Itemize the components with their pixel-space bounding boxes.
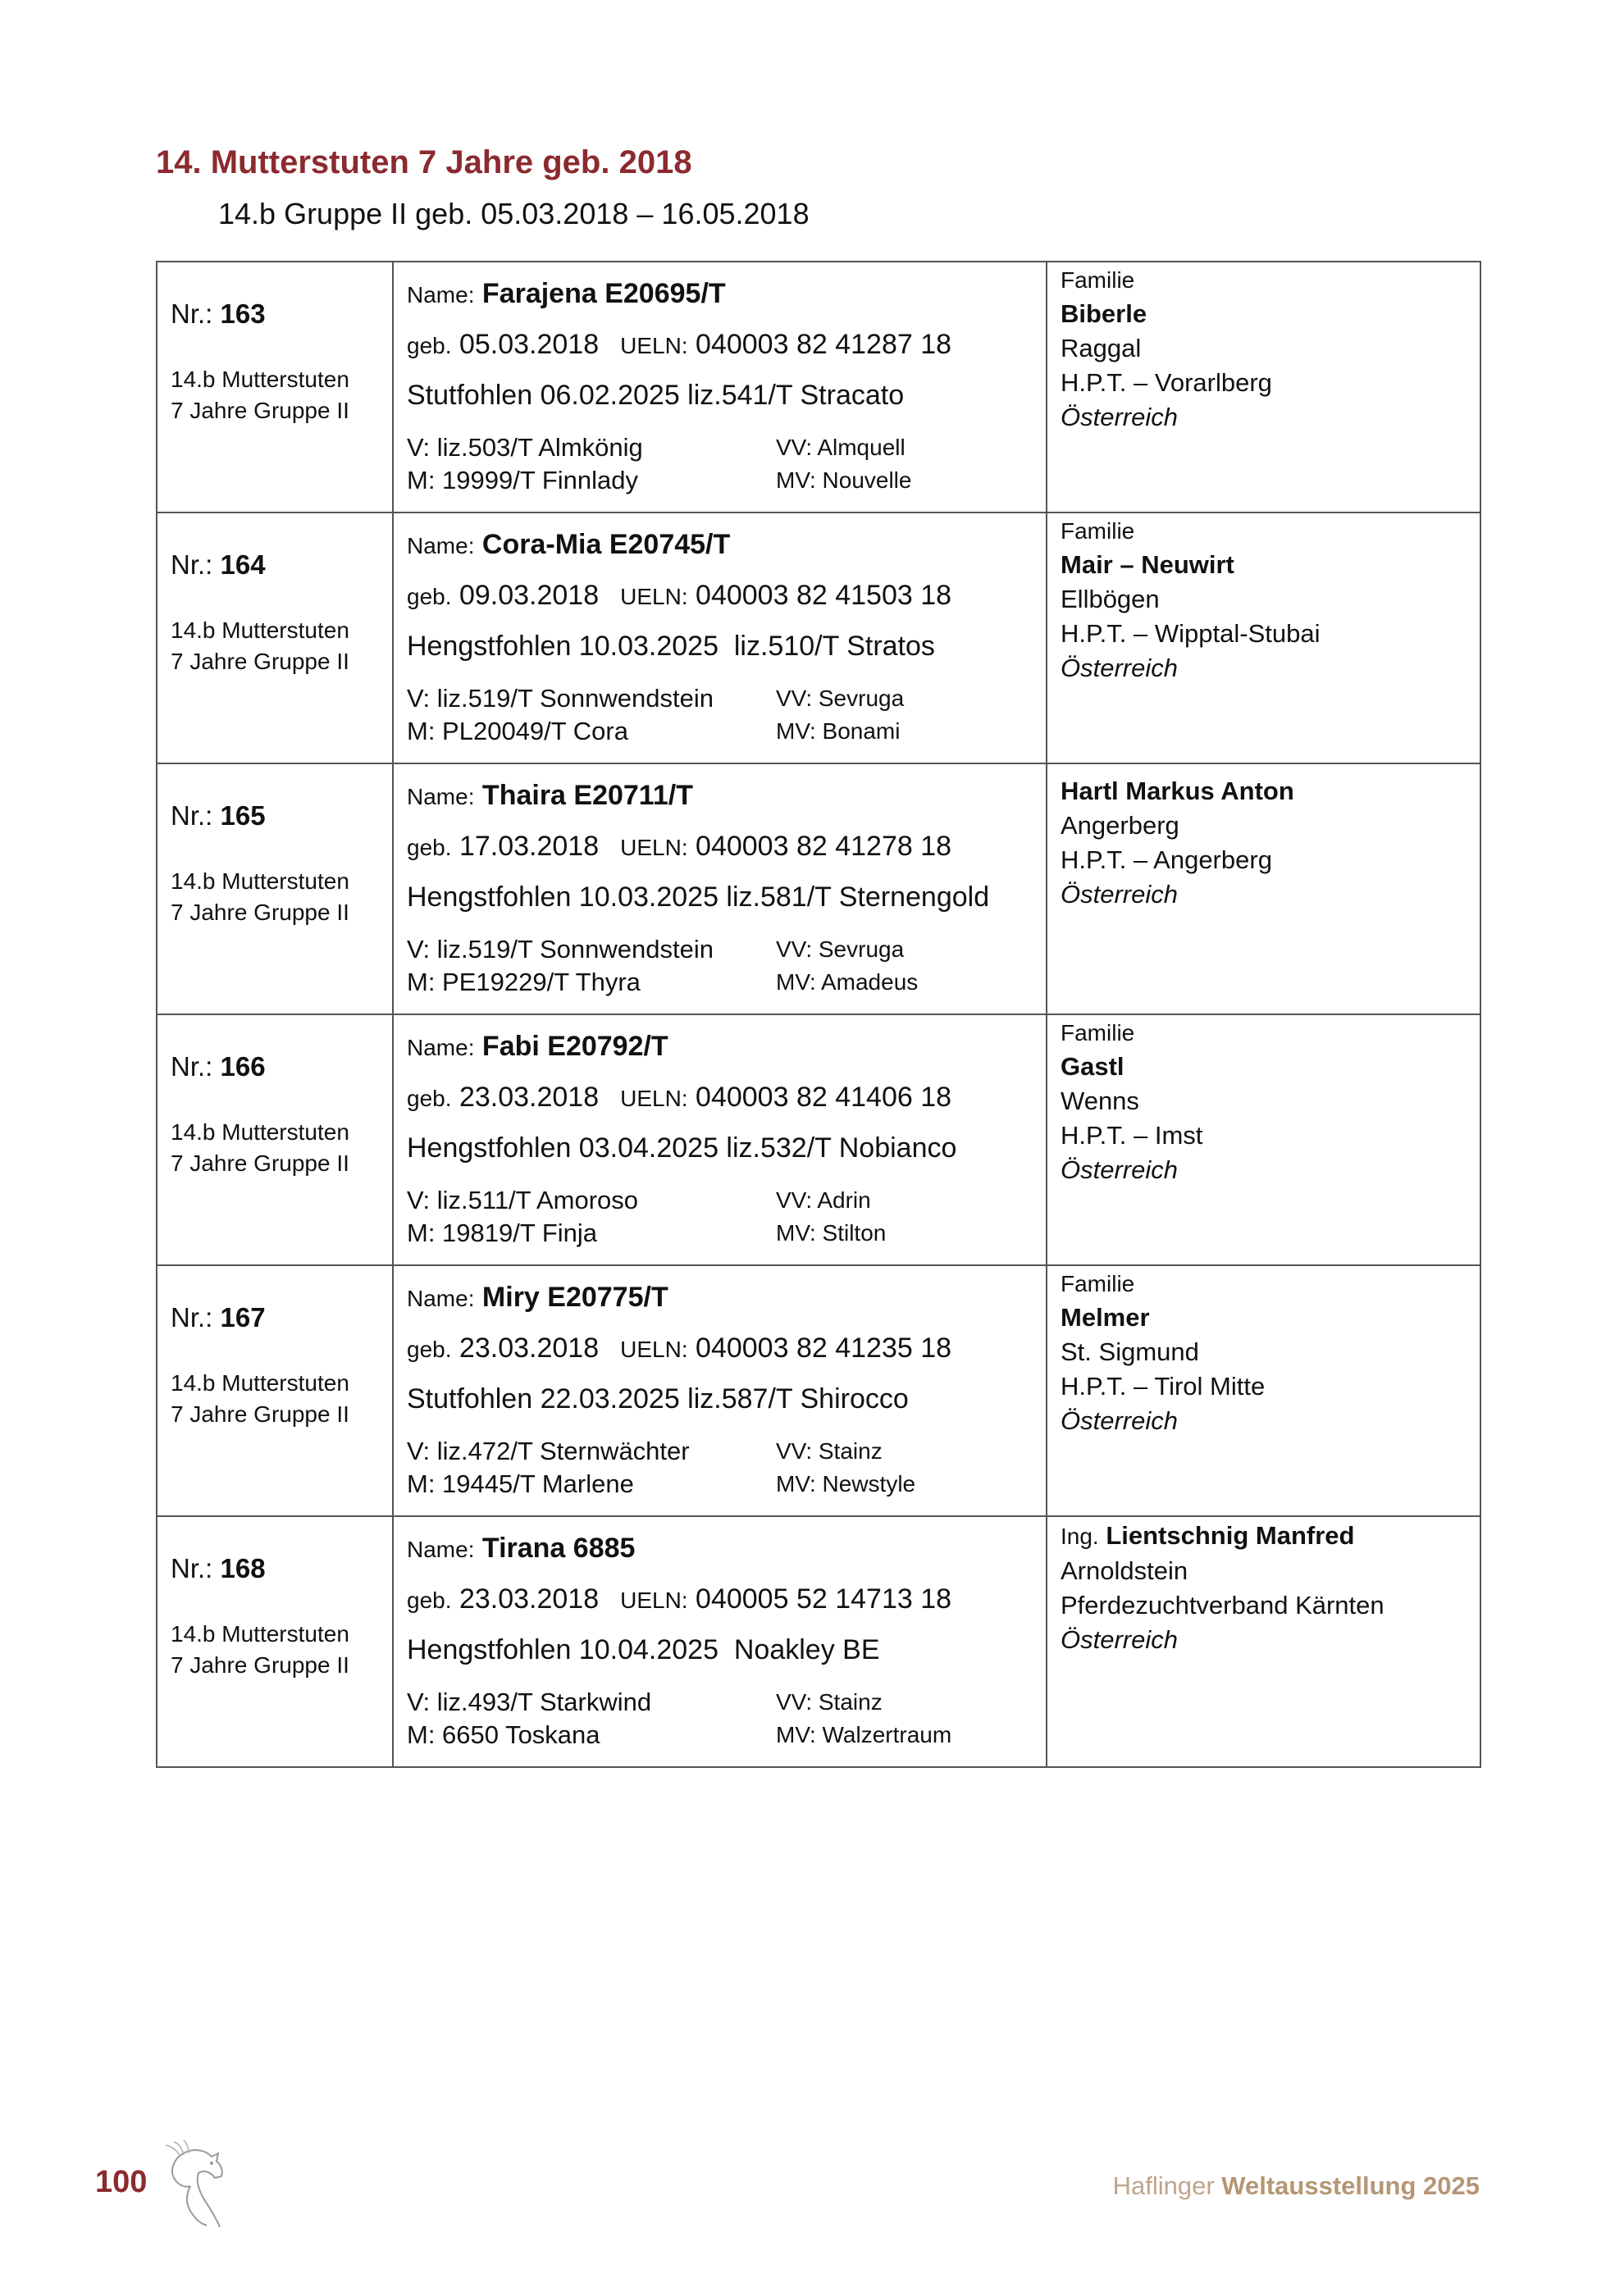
nr-label: Nr.: bbox=[171, 298, 213, 329]
name-label: Name: bbox=[407, 1537, 475, 1562]
dam: M: 19999/T Finnlady bbox=[407, 466, 639, 494]
entries-table bbox=[156, 261, 1481, 1768]
entry-number-cell bbox=[157, 1014, 393, 1265]
owner-place: Wenns bbox=[1061, 1086, 1139, 1115]
dam: M: 19445/T Marlene bbox=[407, 1469, 634, 1498]
table-row bbox=[157, 1265, 1480, 1516]
ueln-label: UELN: bbox=[620, 1086, 688, 1111]
owner-name: Lientschnig Manfred bbox=[1106, 1521, 1355, 1550]
owner-association: H.P.T. – Tirol Mitte bbox=[1061, 1372, 1266, 1401]
nr-label: Nr.: bbox=[171, 1051, 213, 1082]
sire-sire: VV: Adrin bbox=[776, 1187, 871, 1213]
geb-label: geb. bbox=[407, 835, 452, 860]
ueln-number: 040003 82 41406 18 bbox=[696, 1082, 952, 1113]
owner-country: Österreich bbox=[1061, 654, 1178, 682]
entry-detail-cell bbox=[393, 763, 1047, 1014]
ueln-label: UELN: bbox=[620, 584, 688, 609]
table-row bbox=[157, 1014, 1480, 1265]
entry-number-cell bbox=[157, 512, 393, 763]
geb-label: geb. bbox=[407, 584, 452, 609]
owner-head bbox=[1061, 515, 1480, 582]
ueln-number: 040005 52 14713 18 bbox=[696, 1583, 952, 1615]
owner-cell bbox=[1047, 1014, 1480, 1265]
footer-brand bbox=[1113, 2171, 1480, 2201]
entry-number-cell bbox=[157, 763, 393, 1014]
owner-name: Mair – Neuwirt bbox=[1061, 550, 1234, 579]
sire-sire: VV: Almquell bbox=[776, 435, 906, 460]
pedigree bbox=[407, 1435, 1046, 1501]
owner-place: Angerberg bbox=[1061, 811, 1179, 840]
table-row bbox=[157, 1516, 1480, 1767]
section-title: 14. Mutterstuten 7 Jahre geb. 2018 bbox=[156, 144, 692, 180]
sire-sire: VV: Sevruga bbox=[776, 686, 905, 711]
entry-category: 14.b Mutterstuten 7 Jahre Gruppe II bbox=[171, 617, 349, 674]
owner-association: Pferdezuchtverband Kärnten bbox=[1061, 1591, 1385, 1620]
entry-category: 14.b Mutterstuten 7 Jahre Gruppe II bbox=[171, 1621, 349, 1678]
owner-prefix: Familie bbox=[1061, 518, 1135, 544]
entries-body bbox=[157, 262, 1480, 1767]
geb-label: geb. bbox=[407, 333, 452, 358]
owner-country: Österreich bbox=[1061, 403, 1178, 431]
entry-number: 167 bbox=[220, 1302, 266, 1332]
owner-name: Gastl bbox=[1061, 1052, 1124, 1081]
horse-name: Cora-Mia E20745/T bbox=[481, 529, 731, 560]
owner-cell bbox=[1047, 262, 1480, 512]
entry-number-cell bbox=[157, 1265, 393, 1516]
owner-place: Arnoldstein bbox=[1061, 1556, 1188, 1585]
foal-info: Stutfohlen 22.03.2025 liz.587/T Shirocco bbox=[407, 1383, 909, 1414]
pedigree bbox=[407, 933, 1046, 999]
pedigree bbox=[407, 1686, 1046, 1752]
entry-detail-cell bbox=[393, 262, 1047, 512]
dam-sire: MV: Stilton bbox=[776, 1220, 887, 1246]
owner-head bbox=[1061, 1268, 1480, 1335]
pedigree bbox=[407, 431, 1046, 497]
owner-prefix: Familie bbox=[1061, 1271, 1135, 1296]
birth-date: 05.03.2018 bbox=[458, 329, 600, 360]
horse-name: Fabi E20792/T bbox=[481, 1031, 668, 1062]
ueln-number: 040003 82 41235 18 bbox=[696, 1332, 952, 1364]
foal-info: Stutfohlen 06.02.2025 liz.541/T Stracato bbox=[407, 380, 905, 411]
owner-head bbox=[1061, 774, 1480, 809]
geb-label: geb. bbox=[407, 1337, 452, 1362]
owner-head bbox=[1061, 264, 1480, 331]
birth-date: 23.03.2018 bbox=[458, 1332, 600, 1364]
pedigree bbox=[407, 1184, 1046, 1250]
owner-country: Österreich bbox=[1061, 1625, 1178, 1654]
nr-label: Nr.: bbox=[171, 1553, 213, 1583]
foal-info: Hengstfohlen 10.03.2025 liz.510/T Stratos bbox=[407, 631, 935, 662]
geb-label: geb. bbox=[407, 1086, 452, 1111]
dam: M: PE19229/T Thyra bbox=[407, 968, 641, 996]
owner-place: Raggal bbox=[1061, 334, 1142, 362]
owner-prefix: Ing. bbox=[1061, 1524, 1099, 1549]
dam-sire: MV: Amadeus bbox=[776, 969, 919, 995]
table-row bbox=[157, 763, 1480, 1014]
sire: V: liz.472/T Sternwächter bbox=[407, 1437, 690, 1465]
owner-association: H.P.T. – Imst bbox=[1061, 1121, 1203, 1150]
name-label: Name: bbox=[407, 1035, 475, 1060]
horse-logo-icon bbox=[161, 2140, 235, 2230]
ueln-label: UELN: bbox=[620, 835, 688, 860]
entry-number: 166 bbox=[220, 1051, 266, 1082]
owner-cell bbox=[1047, 1516, 1480, 1767]
entry-detail-cell bbox=[393, 1265, 1047, 1516]
name-label: Name: bbox=[407, 282, 475, 308]
pedigree bbox=[407, 682, 1046, 748]
dam: M: PL20049/T Cora bbox=[407, 717, 628, 745]
dam: M: 6650 Toskana bbox=[407, 1720, 600, 1749]
geb-label: geb. bbox=[407, 1588, 452, 1613]
entry-number-cell bbox=[157, 1516, 393, 1767]
dam: M: 19819/T Finja bbox=[407, 1219, 598, 1247]
owner-association: H.P.T. – Wipptal-Stubai bbox=[1061, 619, 1321, 648]
entry-number: 168 bbox=[220, 1553, 266, 1583]
ueln-number: 040003 82 41503 18 bbox=[696, 580, 952, 611]
owner-name: Hartl Markus Anton bbox=[1061, 777, 1294, 805]
horse-name: Farajena E20695/T bbox=[481, 278, 726, 309]
birth-date: 17.03.2018 bbox=[458, 831, 600, 862]
entry-category: 14.b Mutterstuten 7 Jahre Gruppe II bbox=[171, 868, 349, 925]
sire: V: liz.503/T Almkönig bbox=[407, 433, 643, 462]
nr-label: Nr.: bbox=[171, 800, 213, 831]
nr-label: Nr.: bbox=[171, 549, 213, 580]
ueln-label: UELN: bbox=[620, 333, 688, 358]
sire-sire: VV: Stainz bbox=[776, 1438, 883, 1464]
entry-category: 14.b Mutterstuten 7 Jahre Gruppe II bbox=[171, 367, 349, 423]
dam-sire: MV: Newstyle bbox=[776, 1471, 916, 1496]
page-number: 100 bbox=[95, 2165, 148, 2199]
owner-country: Österreich bbox=[1061, 880, 1178, 909]
owner-cell bbox=[1047, 512, 1480, 763]
dam-sire: MV: Walzertraum bbox=[776, 1722, 952, 1747]
dam-sire: MV: Bonami bbox=[776, 718, 901, 744]
name-label: Name: bbox=[407, 1286, 475, 1311]
entry-detail-cell bbox=[393, 512, 1047, 763]
horse-name: Thaira E20711/T bbox=[481, 780, 693, 811]
owner-cell bbox=[1047, 1265, 1480, 1516]
owner-cell bbox=[1047, 763, 1480, 1014]
dam-sire: MV: Nouvelle bbox=[776, 467, 912, 493]
sire-sire: VV: Sevruga bbox=[776, 936, 905, 962]
owner-prefix: Familie bbox=[1061, 267, 1135, 293]
owner-name: Melmer bbox=[1061, 1303, 1150, 1332]
entry-number-cell bbox=[157, 262, 393, 512]
birth-date: 23.03.2018 bbox=[458, 1082, 600, 1113]
sire: V: liz.519/T Sonnwendstein bbox=[407, 684, 714, 713]
ueln-number: 040003 82 41278 18 bbox=[696, 831, 952, 862]
entry-detail-cell bbox=[393, 1014, 1047, 1265]
owner-association: H.P.T. – Vorarlberg bbox=[1061, 368, 1272, 397]
horse-name: Tirana 6885 bbox=[481, 1533, 636, 1564]
sire: V: liz.511/T Amoroso bbox=[407, 1186, 638, 1214]
horse-name: Miry E20775/T bbox=[481, 1282, 668, 1313]
name-label: Name: bbox=[407, 784, 475, 809]
owner-name: Biberle bbox=[1061, 299, 1147, 328]
sire-sire: VV: Stainz bbox=[776, 1689, 883, 1715]
entry-detail-cell bbox=[393, 1516, 1047, 1767]
owner-head bbox=[1061, 1519, 1480, 1554]
entry-category: 14.b Mutterstuten 7 Jahre Gruppe II bbox=[171, 1370, 349, 1427]
ueln-label: UELN: bbox=[620, 1337, 688, 1362]
owner-country: Österreich bbox=[1061, 1155, 1178, 1184]
foal-info: Hengstfohlen 03.04.2025 liz.532/T Nobianco bbox=[407, 1132, 957, 1164]
ueln-label: UELN: bbox=[620, 1588, 688, 1613]
section-subtitle: 14.b Gruppe II geb. 05.03.2018 – 16.05.2018 bbox=[218, 197, 810, 230]
footer-brand-prefix: Haflinger bbox=[1112, 2171, 1215, 2200]
owner-place: St. Sigmund bbox=[1061, 1337, 1199, 1366]
entry-number: 165 bbox=[220, 800, 266, 831]
birth-date: 09.03.2018 bbox=[458, 580, 600, 611]
name-label: Name: bbox=[407, 533, 475, 558]
nr-label: Nr.: bbox=[171, 1302, 213, 1332]
table-row bbox=[157, 262, 1480, 512]
owner-place: Ellbögen bbox=[1061, 585, 1160, 613]
sire: V: liz.519/T Sonnwendstein bbox=[407, 935, 714, 963]
owner-prefix: Familie bbox=[1061, 1020, 1135, 1046]
owner-association: H.P.T. – Angerberg bbox=[1061, 845, 1272, 874]
foal-info: Hengstfohlen 10.03.2025 liz.581/T Sternengold bbox=[407, 882, 990, 913]
entry-number: 164 bbox=[220, 549, 266, 580]
owner-country: Österreich bbox=[1061, 1406, 1178, 1435]
table-row bbox=[157, 512, 1480, 763]
entry-category: 14.b Mutterstuten 7 Jahre Gruppe II bbox=[171, 1119, 349, 1176]
entry-number: 163 bbox=[220, 298, 266, 329]
owner-head bbox=[1061, 1017, 1480, 1084]
sire: V: liz.493/T Starkwind bbox=[407, 1688, 652, 1716]
foal-info: Hengstfohlen 10.04.2025 Noakley BE bbox=[407, 1634, 880, 1665]
footer-brand-bold: Weltausstellung 2025 bbox=[1221, 2171, 1480, 2200]
ueln-number: 040003 82 41287 18 bbox=[696, 329, 952, 360]
birth-date: 23.03.2018 bbox=[458, 1583, 600, 1615]
